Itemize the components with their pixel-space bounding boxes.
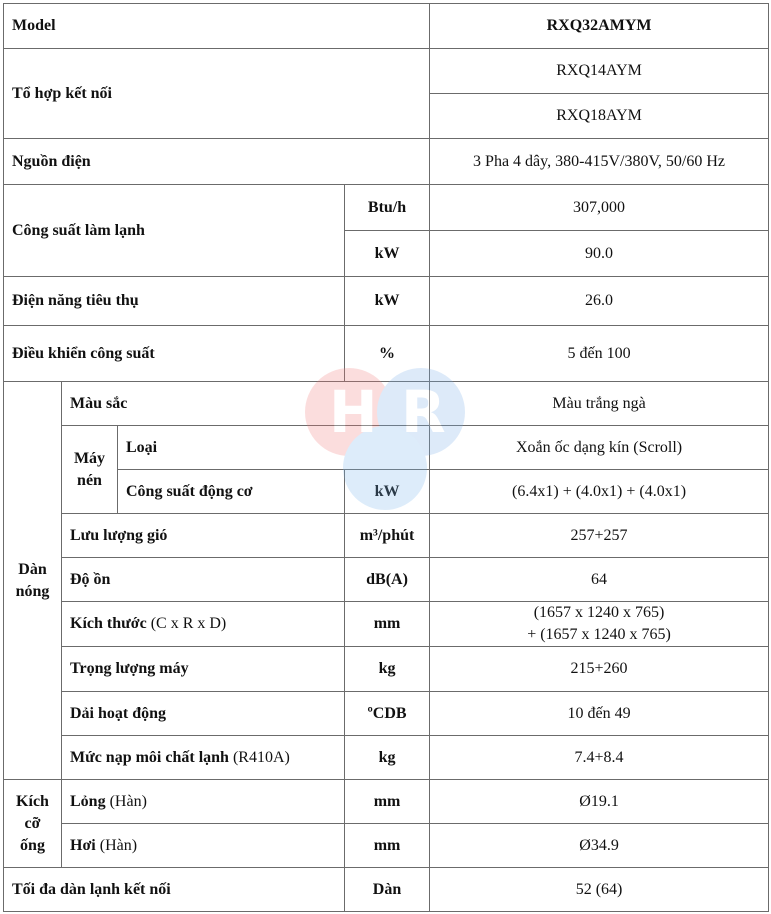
dimensions-note: (C x R x D) — [150, 615, 227, 632]
consumption-unit: kW — [345, 277, 430, 326]
dimensions-value-line1: (1657 x 1240 x 765) — [533, 604, 665, 621]
liquid-label: Lỏng — [70, 792, 106, 810]
operating-range-label: Dải hoạt động — [62, 692, 345, 736]
table-row — [4, 780, 769, 824]
compressor-label: Máy nén — [62, 426, 118, 514]
liquid-unit: mm — [345, 780, 430, 824]
cooling-unit-kw: kW — [345, 231, 430, 277]
spec-table — [3, 3, 769, 912]
cooling-value-kw: 90.0 — [430, 231, 769, 277]
weight-unit: kg — [345, 647, 430, 692]
motor-value: (6.4x1) + (4.0x1) + (4.0x1) — [430, 470, 769, 514]
gas-unit: mm — [345, 824, 430, 868]
power-label: Nguồn điện — [4, 139, 430, 185]
model-label: Model — [4, 4, 430, 49]
gas-label: Hơi — [70, 836, 96, 854]
outdoor-group-label: Dàn nóng — [4, 382, 62, 780]
color-label: Màu sắc — [62, 382, 430, 426]
table-row — [4, 602, 769, 647]
refrigerant-label: Mức nạp môi chất lạnh — [70, 748, 229, 766]
table-row — [4, 326, 769, 382]
table-row — [4, 382, 769, 426]
refrigerant-note: (R410A) — [232, 748, 290, 766]
table-row — [4, 647, 769, 692]
refrigerant-cell — [62, 736, 345, 780]
table-row — [4, 824, 769, 868]
table-row — [4, 558, 769, 602]
cooling-label: Công suất làm lạnh — [4, 185, 345, 277]
airflow-label: Lưu lượng gió — [62, 514, 345, 558]
noise-label: Độ ồn — [62, 558, 345, 602]
gas-cell — [62, 824, 345, 868]
motor-label: Công suất động cơ — [118, 470, 345, 514]
table-row — [4, 692, 769, 736]
combo-value-1: RXQ14AYM — [430, 49, 769, 94]
table-row — [4, 736, 769, 780]
table-row — [4, 49, 769, 94]
combo-value-2: RXQ18AYM — [430, 94, 769, 139]
cooling-unit-btu: Btu/h — [345, 185, 430, 231]
capacity-control-label: Điều khiển công suất — [4, 326, 345, 382]
noise-value: 64 — [430, 558, 769, 602]
table-row — [4, 470, 769, 514]
compressor-type-value: Xoắn ốc dạng kín (Scroll) — [430, 426, 769, 470]
operating-range-value: 10 đến 49 — [430, 692, 769, 736]
table-row — [4, 277, 769, 326]
watermark-letter-r: R — [401, 378, 446, 446]
liquid-cell — [62, 780, 345, 824]
capacity-control-unit: % — [345, 326, 430, 382]
compressor-type-label: Loại — [118, 426, 430, 470]
max-indoor-unit: Dàn — [345, 868, 430, 912]
weight-value: 215+260 — [430, 647, 769, 692]
dimensions-value-line2: + (1657 x 1240 x 765) — [527, 626, 671, 643]
power-value: 3 Pha 4 dây, 380-415V/380V, 50/60 Hz — [430, 139, 769, 185]
gas-note: (Hàn) — [99, 836, 138, 854]
dimensions-unit: mm — [345, 602, 430, 647]
refrigerant-unit: kg — [345, 736, 430, 780]
table-row — [4, 426, 769, 470]
table-row — [4, 139, 769, 185]
airflow-value: 257+257 — [430, 514, 769, 558]
dimensions-label: Kích thước — [70, 615, 147, 632]
motor-unit: kW — [345, 470, 430, 514]
cooling-value-btu: 307,000 — [430, 185, 769, 231]
liquid-value: Ø19.1 — [430, 780, 769, 824]
refrigerant-value: 7.4+8.4 — [430, 736, 769, 780]
weight-label: Trọng lượng máy — [62, 647, 345, 692]
dimensions-value-cell — [430, 602, 769, 647]
capacity-control-value: 5 đến 100 — [430, 326, 769, 382]
model-value: RXQ32AMYM — [430, 4, 769, 49]
consumption-value: 26.0 — [430, 277, 769, 326]
max-indoor-value: 52 (64) — [430, 868, 769, 912]
max-indoor-label: Tối đa dàn lạnh kết nối — [4, 868, 345, 912]
table-row — [4, 4, 769, 49]
airflow-unit: m³/phút — [345, 514, 430, 558]
table-row — [4, 514, 769, 558]
color-value: Màu trắng ngà — [430, 382, 769, 426]
table-row — [4, 868, 769, 912]
table-row — [4, 185, 769, 231]
combo-label: Tổ hợp kết nối — [4, 49, 430, 139]
liquid-note: (Hàn) — [109, 792, 147, 810]
watermark-letter-h: H — [329, 378, 378, 446]
gas-value: Ø34.9 — [430, 824, 769, 868]
dimensions-cell — [62, 602, 345, 647]
piping-group-label: Kích cỡ ống — [4, 780, 62, 868]
consumption-label: Điện năng tiêu thụ — [4, 277, 345, 326]
noise-unit: dB(A) — [345, 558, 430, 602]
operating-range-unit: ºCDB — [345, 692, 430, 736]
